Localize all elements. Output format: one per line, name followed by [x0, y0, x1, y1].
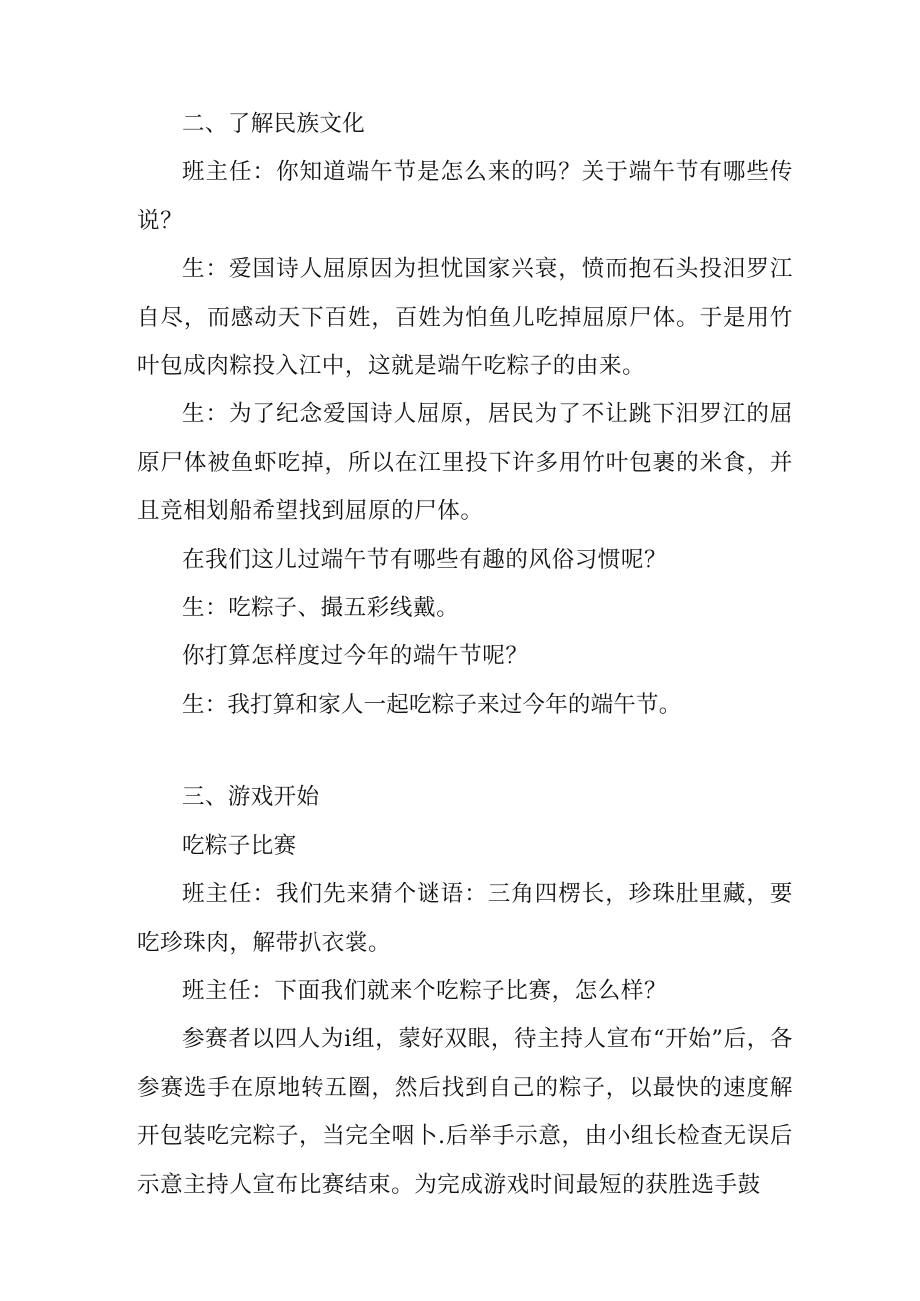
document-body	[137, 100, 793, 1209]
section-spacer	[137, 729, 793, 773]
paragraph-teacher-contest: 班主任：下面我们就来个吃粽子比赛，怎么样？	[182, 977, 668, 1004]
paragraph-question-customs: 在我们这儿过端午节有哪些有趣的风俗习惯呢？	[182, 546, 668, 573]
paragraph-student-customs: 生：吃粽子、撮五彩线戴。	[182, 595, 460, 622]
section-heading-game-start: 三、游戏开始	[182, 784, 320, 811]
subheading-zongzi-contest: 吃粽子比赛	[182, 832, 297, 859]
paragraph-student-answer-quyuan: 生：爱国诗人屈原因为担忧国家兴衰，愤而抱石头投汨罗江自尽，而感动天下百姓，百姓为怕鱼儿吃掉屈原尸体。于是用竹叶包成肉粽投入江中，这就是端午吃粽子的由来。	[137, 256, 793, 380]
paragraph-student-answer-commemorate: 生：为了纪念爱国诗人屈原，居民为了不让跳下汨罗江的屈原尸体被鱼虾吃掉，所以在江里投下许多用竹叶包裹的米食，并且竞相划船希望找到屈原的尸体。	[137, 401, 793, 525]
paragraph-teacher-question-origin: 班主任：你知道端午节是怎么来的吗？关于端午节有哪些传说？	[137, 159, 793, 234]
paragraph-contest-rules: 参赛者以四人为i组，蒙好双眼，待主持人宣布“开始”后，各参赛选手在原地转五圈，然后找到自己的粽子，以最快的速度解开包装吃完粽子，当完全咽卜.后举手示意，由小组长检查无误后示意主持人宣布比赛结束。为完成游戏时间最短的获胜选手鼓	[137, 1026, 793, 1198]
paragraph-teacher-riddle: 班主任：我们先来猜个谜语：三角四楞长，珍珠肚里藏，要吃珍珠肉，解带扒衣裳。	[137, 881, 793, 956]
paragraph-question-plan: 你打算怎样度过今年的端午节呢？	[182, 643, 529, 670]
paragraph-student-plan: 生：我打算和家人一起吃粽子来过今年的端午节。	[182, 691, 682, 718]
section-heading-understand-culture: 二、了解民族文化	[182, 111, 366, 137]
